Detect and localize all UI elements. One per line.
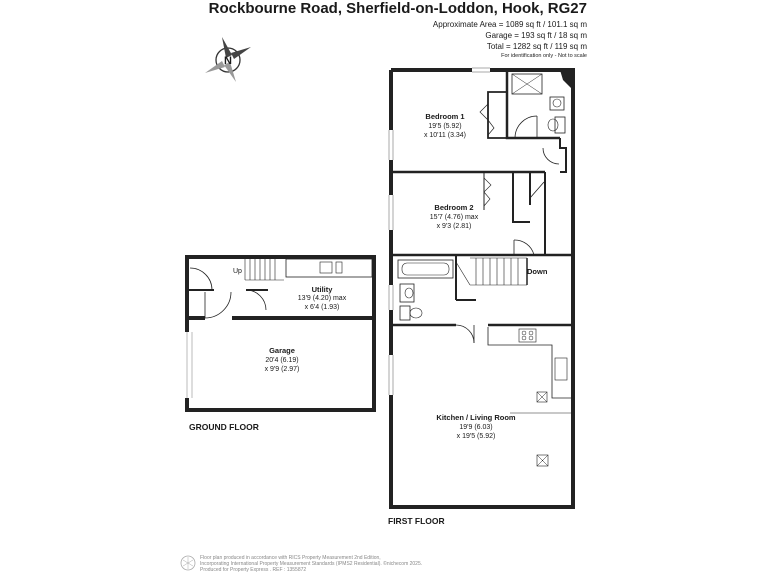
first-floor-plan xyxy=(389,68,573,507)
ground-floor-label: GROUND FLOOR xyxy=(189,422,259,432)
garage-dim1: 20'4 (6.19) xyxy=(265,357,299,364)
kitchen-name: Kitchen / Living Room xyxy=(436,413,516,422)
compass-icon xyxy=(205,37,251,82)
compass-letter: N xyxy=(224,55,232,67)
utility-name: Utility xyxy=(311,285,333,294)
scale-note: For identification only - Not to scale xyxy=(501,53,587,59)
utility-dim2: x 6'4 (1.93) xyxy=(304,304,340,311)
footer-line1: Floor plan produced in accordance with RICS Property Measurement 2nd Edition, xyxy=(200,555,381,561)
footer-text xyxy=(200,555,422,573)
kitchen-dim1: 19'9 (6.03) xyxy=(459,424,493,431)
footer-line2: Incorporating International Property Measurement Standards (IPMS2 Residential). ©nichecom 2025. xyxy=(200,561,423,567)
area-main: Approximate Area = 1089 sq ft / 101.1 sq m xyxy=(432,20,587,29)
utility-dim1: 13'9 (4.20) max xyxy=(297,295,347,302)
garage-dim2: x 9'9 (2.97) xyxy=(264,366,300,373)
first-stairs-label: Down xyxy=(527,267,548,276)
first-floor-label: FIRST FLOOR xyxy=(388,516,445,526)
kitchen-dim2: x 19'5 (5.92) xyxy=(456,433,496,440)
bedroom2-name: Bedroom 2 xyxy=(434,203,474,212)
rics-logo-icon xyxy=(181,556,195,570)
ground-floor-plan xyxy=(187,257,374,410)
bedroom1-name: Bedroom 1 xyxy=(425,112,465,121)
bedroom2-dim1: 15'7 (4.76) max xyxy=(429,214,479,221)
area-garage: Garage = 193 sq ft / 18 sq m xyxy=(485,31,587,40)
footer-line3: Produced for Property Express . REF : 1355872 xyxy=(200,567,307,573)
bedroom1-dim2: x 10'11 (3.34) xyxy=(423,132,467,139)
page-title: Rockbourne Road, Sherfield-on-Loddon, Hook, RG27 xyxy=(208,0,587,17)
bedroom2-dim2: x 9'3 (2.81) xyxy=(436,223,472,230)
bedroom1-dim1: 19'5 (5.92) xyxy=(428,123,462,130)
ground-stairs-label: Up xyxy=(233,268,242,275)
garage-name: Garage xyxy=(269,346,295,355)
area-total: Total = 1282 sq ft / 119 sq m xyxy=(486,42,587,51)
